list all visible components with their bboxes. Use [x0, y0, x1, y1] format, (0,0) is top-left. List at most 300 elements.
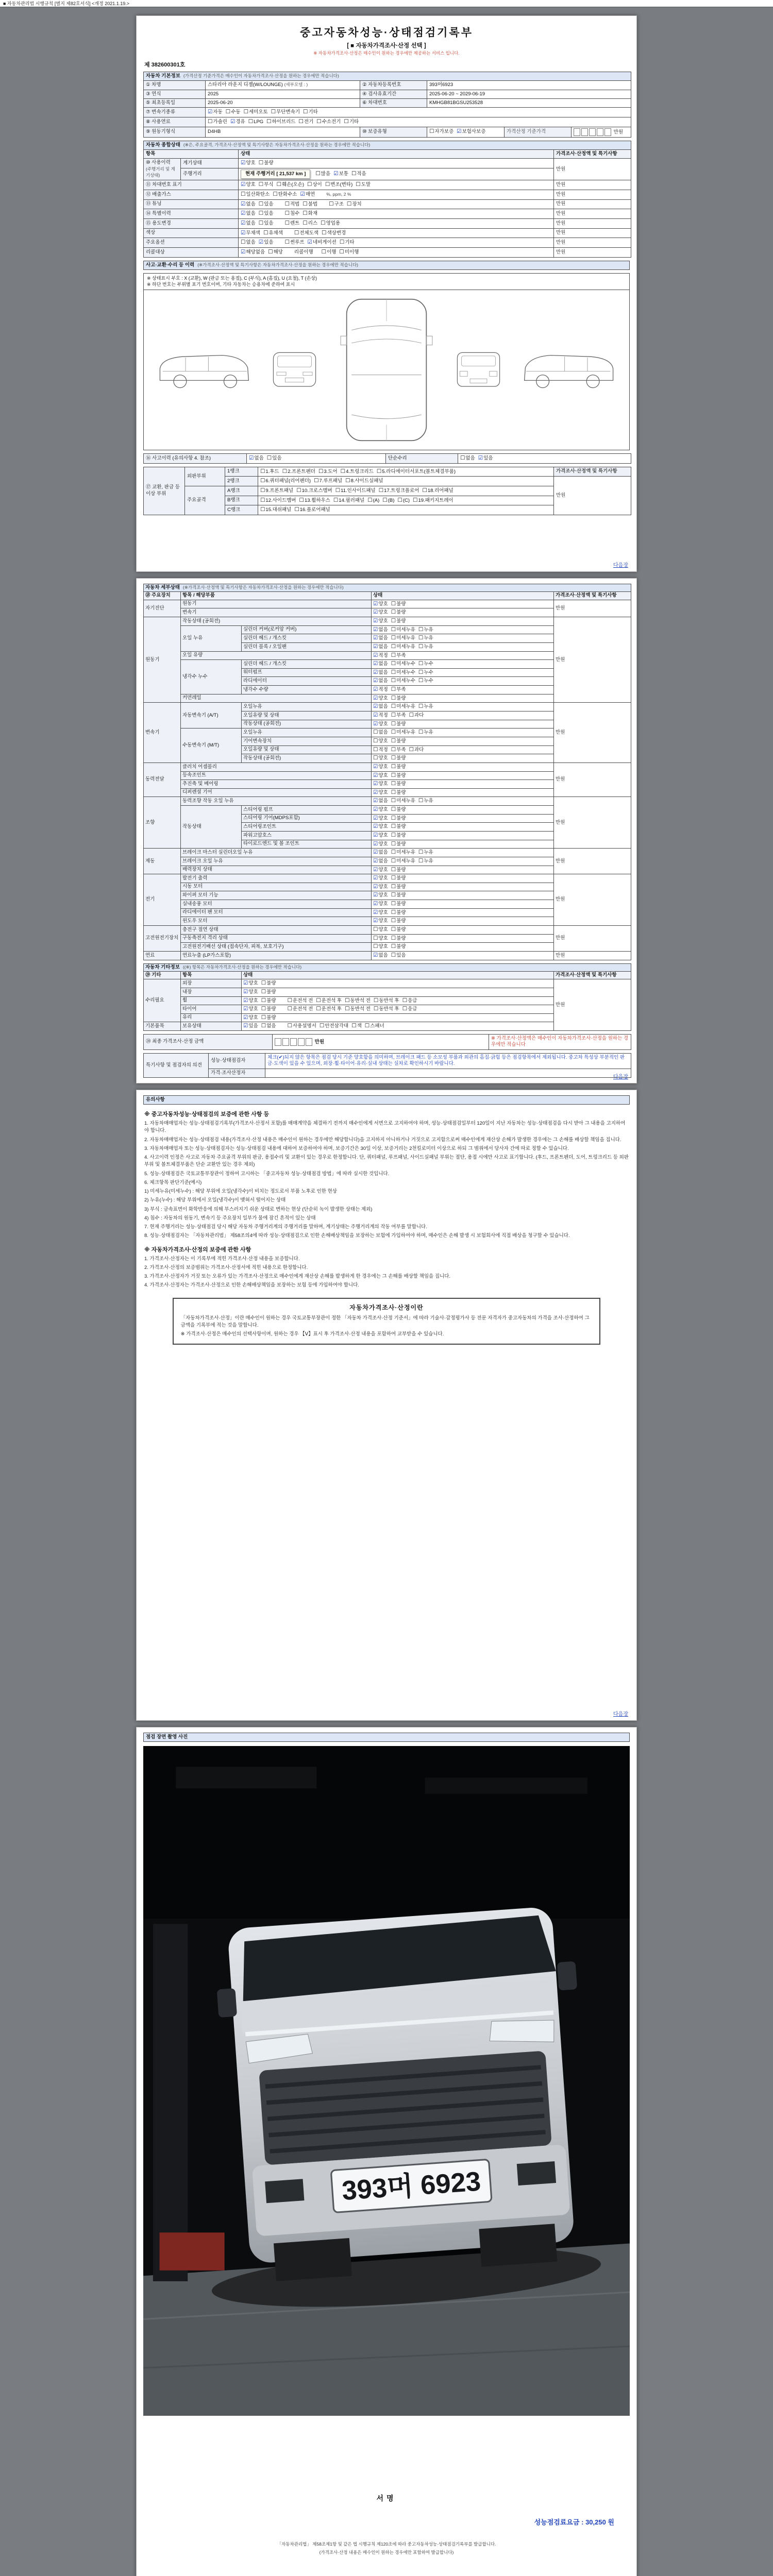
checkbox-option[interactable]: [307, 181, 322, 189]
checkbox-option[interactable]: [248, 118, 263, 126]
checkbox-option[interactable]: [316, 1006, 342, 1013]
checkbox-option[interactable]: [259, 239, 274, 246]
wheel-label: 휠: [181, 996, 242, 1005]
checkbox-option[interactable]: [261, 1023, 276, 1030]
checked-box-icon: ☑: [373, 798, 378, 804]
checkbox-option[interactable]: [391, 943, 406, 951]
checked-box-icon: ☑: [307, 239, 312, 246]
checkbox-option[interactable]: [391, 823, 406, 831]
checkbox-option[interactable]: [322, 249, 337, 256]
checkbox-option[interactable]: [373, 618, 388, 625]
option-label: 기타: [345, 240, 355, 246]
checkbox-option[interactable]: [409, 747, 424, 754]
checkbox-option[interactable]: [391, 952, 406, 959]
accident-history-label: ⑯ 사고이력 (유의사항 4. 참조): [144, 454, 247, 464]
checkbox-option[interactable]: [391, 712, 406, 719]
exchange-label: ⑰ 교환, 판금 등 이상 부위: [144, 467, 185, 515]
option-label: 없음: [378, 669, 388, 675]
brake-booster-options: [372, 866, 554, 874]
checkbox-option[interactable]: [373, 609, 388, 616]
checkbox-option[interactable]: [397, 497, 410, 504]
checkbox-option[interactable]: [373, 909, 388, 917]
checkbox-option[interactable]: [402, 1006, 417, 1013]
checked-box-icon: ☑: [243, 1006, 248, 1012]
checkbox-option[interactable]: [241, 191, 270, 198]
checkbox-option[interactable]: [418, 677, 433, 685]
option-label: 양호: [378, 807, 388, 813]
red-equipment: [160, 2232, 225, 2270]
checkbox-option[interactable]: [391, 626, 415, 634]
checkbox-option[interactable]: [298, 118, 313, 126]
checkbox-option[interactable]: [391, 918, 406, 925]
checkbox-option[interactable]: [345, 478, 383, 485]
checkbox-option[interactable]: [318, 468, 338, 476]
checkbox-option[interactable]: [478, 455, 493, 462]
checkbox-option[interactable]: [413, 497, 453, 504]
checkbox-option[interactable]: [391, 875, 406, 882]
checkbox-option[interactable]: [259, 160, 274, 167]
option-label: 적정: [378, 652, 388, 658]
option-label: 누유: [424, 704, 433, 710]
checkbox-option[interactable]: [277, 181, 304, 189]
option-label: 불량: [396, 875, 406, 882]
empty-box-icon: ☐: [391, 737, 396, 744]
oil-rocker-label: 실린더 커버(로커암 커버): [242, 625, 372, 634]
checkbox-option[interactable]: [314, 478, 342, 485]
checkbox-option[interactable]: [373, 798, 388, 805]
checkbox-option[interactable]: [373, 738, 388, 745]
checkbox-option[interactable]: [391, 798, 415, 805]
checkbox-option[interactable]: [391, 858, 415, 865]
checkbox-option[interactable]: [418, 703, 433, 710]
notices-subtitle: ※ 중고자동차성능·상태점검의 보증에 관한 사항 등: [144, 1111, 270, 1118]
checkbox-option[interactable]: [373, 823, 388, 831]
checkbox-option[interactable]: [373, 712, 388, 719]
checkbox-option[interactable]: [345, 997, 371, 1005]
empty-box-icon: ☐: [391, 909, 396, 916]
checkbox-option[interactable]: [373, 952, 388, 959]
empty-box-icon: ☐: [402, 997, 408, 1004]
empty-box-icon: ☐: [378, 487, 384, 494]
checkbox-option[interactable]: [249, 455, 264, 462]
checkbox-option[interactable]: [374, 1006, 399, 1013]
checkbox-option[interactable]: [373, 695, 388, 702]
checkbox-option[interactable]: [260, 497, 296, 504]
checkbox-option[interactable]: [266, 118, 295, 126]
checkbox-option[interactable]: [373, 806, 388, 814]
checkbox-option[interactable]: [294, 230, 318, 237]
checkbox-option[interactable]: [351, 1023, 362, 1030]
option-label: 해당없음: [246, 249, 265, 255]
checkbox-option[interactable]: [303, 201, 317, 208]
checkbox-option[interactable]: [288, 997, 313, 1005]
checkbox-option[interactable]: [391, 849, 415, 856]
checkbox-option[interactable]: [260, 478, 311, 485]
checkbox-option[interactable]: [402, 997, 417, 1005]
option-label: 변조(변타): [330, 182, 353, 188]
checkbox-option[interactable]: [418, 849, 433, 856]
checkbox-option[interactable]: [373, 815, 388, 822]
checkbox-option[interactable]: [373, 669, 388, 676]
checkbox-option[interactable]: [345, 1006, 371, 1013]
assessor-label: 가격·조사산정자: [209, 1069, 265, 1077]
checkbox-option[interactable]: [288, 1006, 313, 1013]
empty-box-icon: ☐: [391, 660, 396, 667]
checkbox-option[interactable]: [373, 875, 388, 882]
group-electrical: 전기: [144, 874, 181, 926]
checkbox-option[interactable]: [418, 858, 433, 865]
checkbox-option[interactable]: [333, 497, 364, 504]
checkbox-option[interactable]: [241, 181, 256, 189]
option-label: 적법: [290, 201, 300, 207]
checkbox-option[interactable]: [325, 181, 352, 189]
outer-panel-label: 외판부위: [185, 467, 225, 486]
checkbox-option[interactable]: [409, 712, 424, 719]
checkbox-option[interactable]: [391, 686, 406, 693]
checkbox-option[interactable]: [391, 695, 406, 702]
reg-no-value: 393머6923: [427, 81, 631, 90]
empty-box-icon: ☐: [284, 200, 290, 207]
checkbox-option[interactable]: [259, 210, 274, 217]
checkbox-option[interactable]: [391, 669, 415, 676]
steering-joint-options: [372, 823, 554, 832]
option-label: 2.프론트펜더: [288, 468, 315, 474]
car-front-view-diagram: [265, 344, 324, 396]
checkbox-option[interactable]: [373, 943, 388, 951]
option-label: 보험사보증: [462, 129, 486, 135]
checkbox-option[interactable]: [373, 858, 388, 865]
checkbox-option[interactable]: [373, 926, 388, 934]
checkbox-option[interactable]: [299, 497, 330, 504]
checked-box-icon: ☑: [373, 652, 378, 658]
checkbox-option[interactable]: [391, 772, 406, 779]
checkbox-option[interactable]: [391, 867, 406, 874]
checkbox-option[interactable]: [373, 867, 388, 874]
checkbox-option[interactable]: [333, 171, 348, 178]
checkbox-option[interactable]: [241, 230, 260, 237]
front-wheel-left: [274, 2238, 352, 2281]
empty-box-icon: ☐: [391, 840, 396, 847]
checkbox-option[interactable]: [268, 249, 283, 256]
option-label: 과다: [414, 747, 424, 753]
checkbox-option[interactable]: [373, 747, 388, 754]
checkbox-option[interactable]: [241, 249, 265, 256]
checkbox-option[interactable]: [457, 128, 485, 135]
interior-label: 내장: [181, 988, 242, 996]
checkbox-option[interactable]: [320, 1023, 348, 1030]
checkbox-option[interactable]: [391, 643, 415, 651]
checkbox-option[interactable]: [300, 191, 315, 198]
checkbox-option[interactable]: [267, 455, 282, 462]
checkbox-option[interactable]: [351, 171, 366, 178]
checkbox-option[interactable]: [322, 230, 346, 237]
checkbox-option[interactable]: [391, 901, 406, 908]
checkbox-option[interactable]: [418, 660, 433, 668]
special-history-kind-options: [285, 210, 321, 217]
option-label: 부족: [396, 687, 406, 693]
option-label: 동반석 후: [379, 997, 399, 1004]
checkbox-option[interactable]: [418, 635, 433, 642]
checkbox-option[interactable]: [261, 989, 276, 996]
empty-box-icon: ☐: [260, 497, 265, 503]
checkbox-option[interactable]: [373, 686, 388, 693]
checkbox-option[interactable]: [391, 755, 406, 762]
checkbox-option[interactable]: [243, 997, 258, 1005]
checkbox-option[interactable]: [391, 729, 415, 736]
checkbox-option[interactable]: [373, 935, 388, 942]
checkbox-option[interactable]: [285, 220, 300, 227]
checkbox-option[interactable]: [373, 601, 388, 608]
checkbox-option[interactable]: [373, 660, 388, 668]
option-label: 불량: [396, 884, 406, 890]
checkbox-option[interactable]: [367, 497, 379, 504]
checkbox-option[interactable]: [208, 118, 227, 126]
checkbox-option[interactable]: [391, 832, 406, 839]
checkbox-option[interactable]: [391, 738, 406, 745]
checkbox-option[interactable]: [365, 1023, 384, 1030]
checkbox-option[interactable]: [261, 1006, 276, 1013]
checkbox-option[interactable]: [282, 468, 315, 476]
option-label: 사용설명서: [292, 1023, 316, 1029]
checkbox-option[interactable]: [285, 210, 300, 217]
checkbox-option[interactable]: [391, 781, 406, 788]
option-label: 3.도어: [324, 468, 338, 474]
checkbox-option[interactable]: [373, 721, 388, 728]
checkbox-option[interactable]: [260, 487, 293, 495]
rankA-label: A랭크: [225, 486, 258, 496]
checkbox-option[interactable]: [321, 220, 340, 227]
checkbox-option[interactable]: [241, 220, 256, 227]
checkbox-option[interactable]: [391, 635, 415, 642]
empty-box-icon: ☐: [287, 997, 292, 1004]
checkbox-option[interactable]: [418, 669, 433, 676]
checkbox-option[interactable]: [373, 755, 388, 762]
sheet-basic-info: [136, 15, 637, 572]
checkbox-option[interactable]: [308, 239, 337, 246]
checkbox-option[interactable]: [241, 210, 256, 217]
checkbox-option[interactable]: [418, 798, 433, 805]
checkbox-option[interactable]: [208, 109, 223, 116]
checkbox-option[interactable]: [391, 721, 406, 728]
checkbox-option[interactable]: [418, 729, 433, 736]
checkbox-option[interactable]: [340, 239, 355, 246]
checkbox-option[interactable]: [373, 901, 388, 908]
option-label: 양호: [378, 867, 388, 873]
checkbox-option[interactable]: [373, 832, 388, 839]
checkbox-option[interactable]: [373, 652, 388, 659]
checkbox-option[interactable]: [391, 892, 406, 899]
checkbox-option[interactable]: [347, 201, 362, 208]
checkbox-option[interactable]: [263, 230, 283, 237]
checked-box-icon: ☑: [373, 901, 378, 907]
checkbox-option[interactable]: [391, 609, 406, 616]
meter-state-label: 계기상태: [181, 159, 239, 168]
checkbox-option[interactable]: [356, 181, 371, 189]
note-line: 2. 가격조사·산정의 보증범위는 가격조사·산정서에 적힌 내용으로 한정합니다.: [144, 1264, 308, 1270]
checked-box-icon: ☑: [258, 239, 264, 246]
mileage-label: 주행거리: [181, 168, 239, 180]
empty-box-icon: ☐: [260, 478, 265, 484]
checkbox-option[interactable]: [244, 109, 268, 116]
checkbox-option[interactable]: [373, 918, 388, 925]
inspection-valid-value: 2025-06-20 ~ 2029-06-19: [427, 90, 631, 98]
checkbox-option[interactable]: [243, 989, 258, 996]
vin-label: ⑥ 차대번호: [360, 99, 427, 108]
checkbox-option[interactable]: [259, 201, 274, 208]
checkbox-option[interactable]: [373, 781, 388, 788]
option-label: 안전삼각대: [325, 1023, 349, 1029]
group-coolant: 냉각수 누수: [181, 660, 242, 694]
checkbox-option[interactable]: [391, 884, 406, 891]
option-label: 불량: [396, 867, 406, 873]
option-label: 없음: [378, 704, 388, 710]
exchange-panel-table: [143, 467, 631, 515]
checkbox-option[interactable]: [315, 171, 330, 178]
checkbox-option[interactable]: [294, 506, 330, 514]
checkbox-option[interactable]: [374, 997, 399, 1005]
checkbox-option[interactable]: [460, 455, 475, 462]
checkbox-option[interactable]: [341, 468, 374, 476]
base-price-value: 만원: [572, 127, 631, 137]
empty-box-icon: ☐: [391, 857, 396, 864]
checked-box-icon: ☑: [373, 840, 378, 847]
checkbox-option[interactable]: [391, 815, 406, 822]
checkbox-option[interactable]: [391, 747, 406, 754]
accident-history-table: [143, 453, 631, 464]
checkbox-option[interactable]: [329, 201, 344, 208]
checkbox-option[interactable]: [296, 487, 332, 495]
checkbox-option[interactable]: [391, 677, 415, 685]
checkbox-option[interactable]: [316, 118, 341, 126]
checkbox-option[interactable]: [243, 1014, 258, 1022]
empty-box-icon: ☐: [339, 239, 345, 246]
option-label: 불량: [396, 901, 406, 907]
option-label: 불량: [396, 918, 406, 924]
checkbox-option[interactable]: [373, 626, 388, 634]
checkbox-option[interactable]: [335, 487, 376, 495]
checkbox-option[interactable]: [373, 635, 388, 642]
basic-items-label: 기본품목: [144, 1022, 181, 1031]
oil-block-label: 실린더 블록 / 오일팬: [242, 642, 372, 651]
checkbox-option[interactable]: [382, 497, 394, 504]
checkbox-option[interactable]: [373, 849, 388, 856]
checkbox-option[interactable]: [373, 841, 388, 848]
checkbox-option[interactable]: [379, 487, 419, 495]
checkbox-option[interactable]: [429, 128, 453, 135]
checkbox-option[interactable]: [373, 892, 388, 899]
coolant-head-label: 실린더 헤드 / 개스킷: [242, 660, 372, 669]
checkbox-option[interactable]: [418, 643, 433, 651]
checkbox-option[interactable]: [271, 109, 300, 116]
checkbox-option[interactable]: [261, 997, 276, 1005]
checkbox-option[interactable]: [316, 997, 342, 1005]
option-label: 누수: [424, 669, 433, 675]
checkbox-option[interactable]: [373, 643, 388, 651]
price-digit-box: [597, 128, 603, 136]
checkbox-option[interactable]: [273, 191, 297, 198]
checkbox-option[interactable]: [241, 160, 256, 167]
checkbox-option[interactable]: [373, 884, 388, 891]
checkbox-option[interactable]: [391, 806, 406, 814]
checkbox-option[interactable]: [259, 181, 274, 189]
checkbox-option[interactable]: [373, 789, 388, 796]
checkbox-option[interactable]: [391, 601, 406, 608]
checkbox-option[interactable]: [391, 841, 406, 848]
checkbox-option[interactable]: [373, 772, 388, 779]
fuel-label: ⑧ 사용연료: [144, 117, 206, 127]
checkbox-option[interactable]: [344, 118, 359, 126]
next-page-link[interactable]: 다음장: [613, 1074, 628, 1080]
checkbox-option[interactable]: [422, 487, 453, 495]
checkbox-option[interactable]: [391, 926, 406, 934]
checkbox-option[interactable]: [260, 468, 279, 476]
checkbox-option[interactable]: [230, 118, 245, 126]
empty-box-icon: ☐: [261, 980, 266, 987]
checked-box-icon: ☑: [373, 694, 378, 701]
legal-footer-line1: 「자동차관리법」 제58조제1항 및 같은 법 시행규칙 제120조에 따라 중고자동차성능·상태점검기록부를 발급합니다.: [277, 2541, 496, 2547]
checkbox-option[interactable]: [226, 109, 241, 116]
checkbox-option[interactable]: [391, 703, 415, 710]
empty-box-icon: ☐: [418, 635, 424, 641]
checkbox-option[interactable]: [241, 239, 256, 246]
empty-box-icon: ☐: [391, 883, 396, 890]
next-page-link[interactable]: 다음장: [613, 563, 628, 568]
checkbox-option[interactable]: [418, 626, 433, 634]
checkbox-option[interactable]: [373, 764, 388, 771]
checkbox-option[interactable]: [391, 652, 406, 659]
group-at: 자동변속기 (A/T): [181, 703, 242, 728]
checkbox-option[interactable]: [373, 703, 388, 710]
checkbox-option[interactable]: [303, 210, 317, 217]
checkbox-option[interactable]: [391, 618, 406, 625]
checkbox-option[interactable]: [391, 764, 406, 771]
checkbox-option[interactable]: [261, 980, 276, 987]
group-transmission: 변속기: [144, 703, 181, 762]
checkbox-option[interactable]: [373, 677, 388, 685]
checkbox-option[interactable]: [243, 980, 258, 987]
checkbox-option[interactable]: [391, 660, 415, 668]
checkbox-option[interactable]: [259, 220, 274, 227]
checkbox-option[interactable]: [377, 468, 456, 476]
checkbox-option[interactable]: [391, 935, 406, 942]
empty-box-icon: ☐: [391, 617, 396, 624]
checkbox-option[interactable]: [260, 506, 291, 514]
alternator-options: [372, 874, 554, 883]
checkbox-option[interactable]: [373, 729, 388, 736]
checkbox-option[interactable]: [243, 1006, 258, 1013]
checkbox-option[interactable]: [241, 201, 256, 208]
checkbox-option[interactable]: [391, 909, 406, 917]
checkbox-option[interactable]: [285, 201, 300, 208]
checkbox-option[interactable]: [285, 239, 305, 246]
model-year-label: ③ 연식: [144, 90, 206, 98]
selfdiag-price: 만원: [554, 600, 631, 617]
checkbox-option[interactable]: [339, 249, 359, 256]
option-label: 부족: [396, 652, 406, 658]
option-label: 누유: [424, 850, 433, 856]
checkbox-option[interactable]: [391, 789, 406, 796]
checkbox-option[interactable]: [288, 1023, 316, 1030]
simple-repair-label: 단순수리: [386, 454, 458, 464]
checkbox-option[interactable]: [303, 220, 317, 227]
checkbox-option[interactable]: [261, 1014, 276, 1022]
next-page-link[interactable]: 다음장: [613, 1711, 628, 1717]
main-options-state: [239, 238, 554, 248]
option-label: 불량: [396, 807, 406, 813]
checkbox-option[interactable]: [303, 109, 318, 116]
checkbox-option[interactable]: [243, 1023, 258, 1030]
option-label: 없음: [246, 240, 256, 246]
